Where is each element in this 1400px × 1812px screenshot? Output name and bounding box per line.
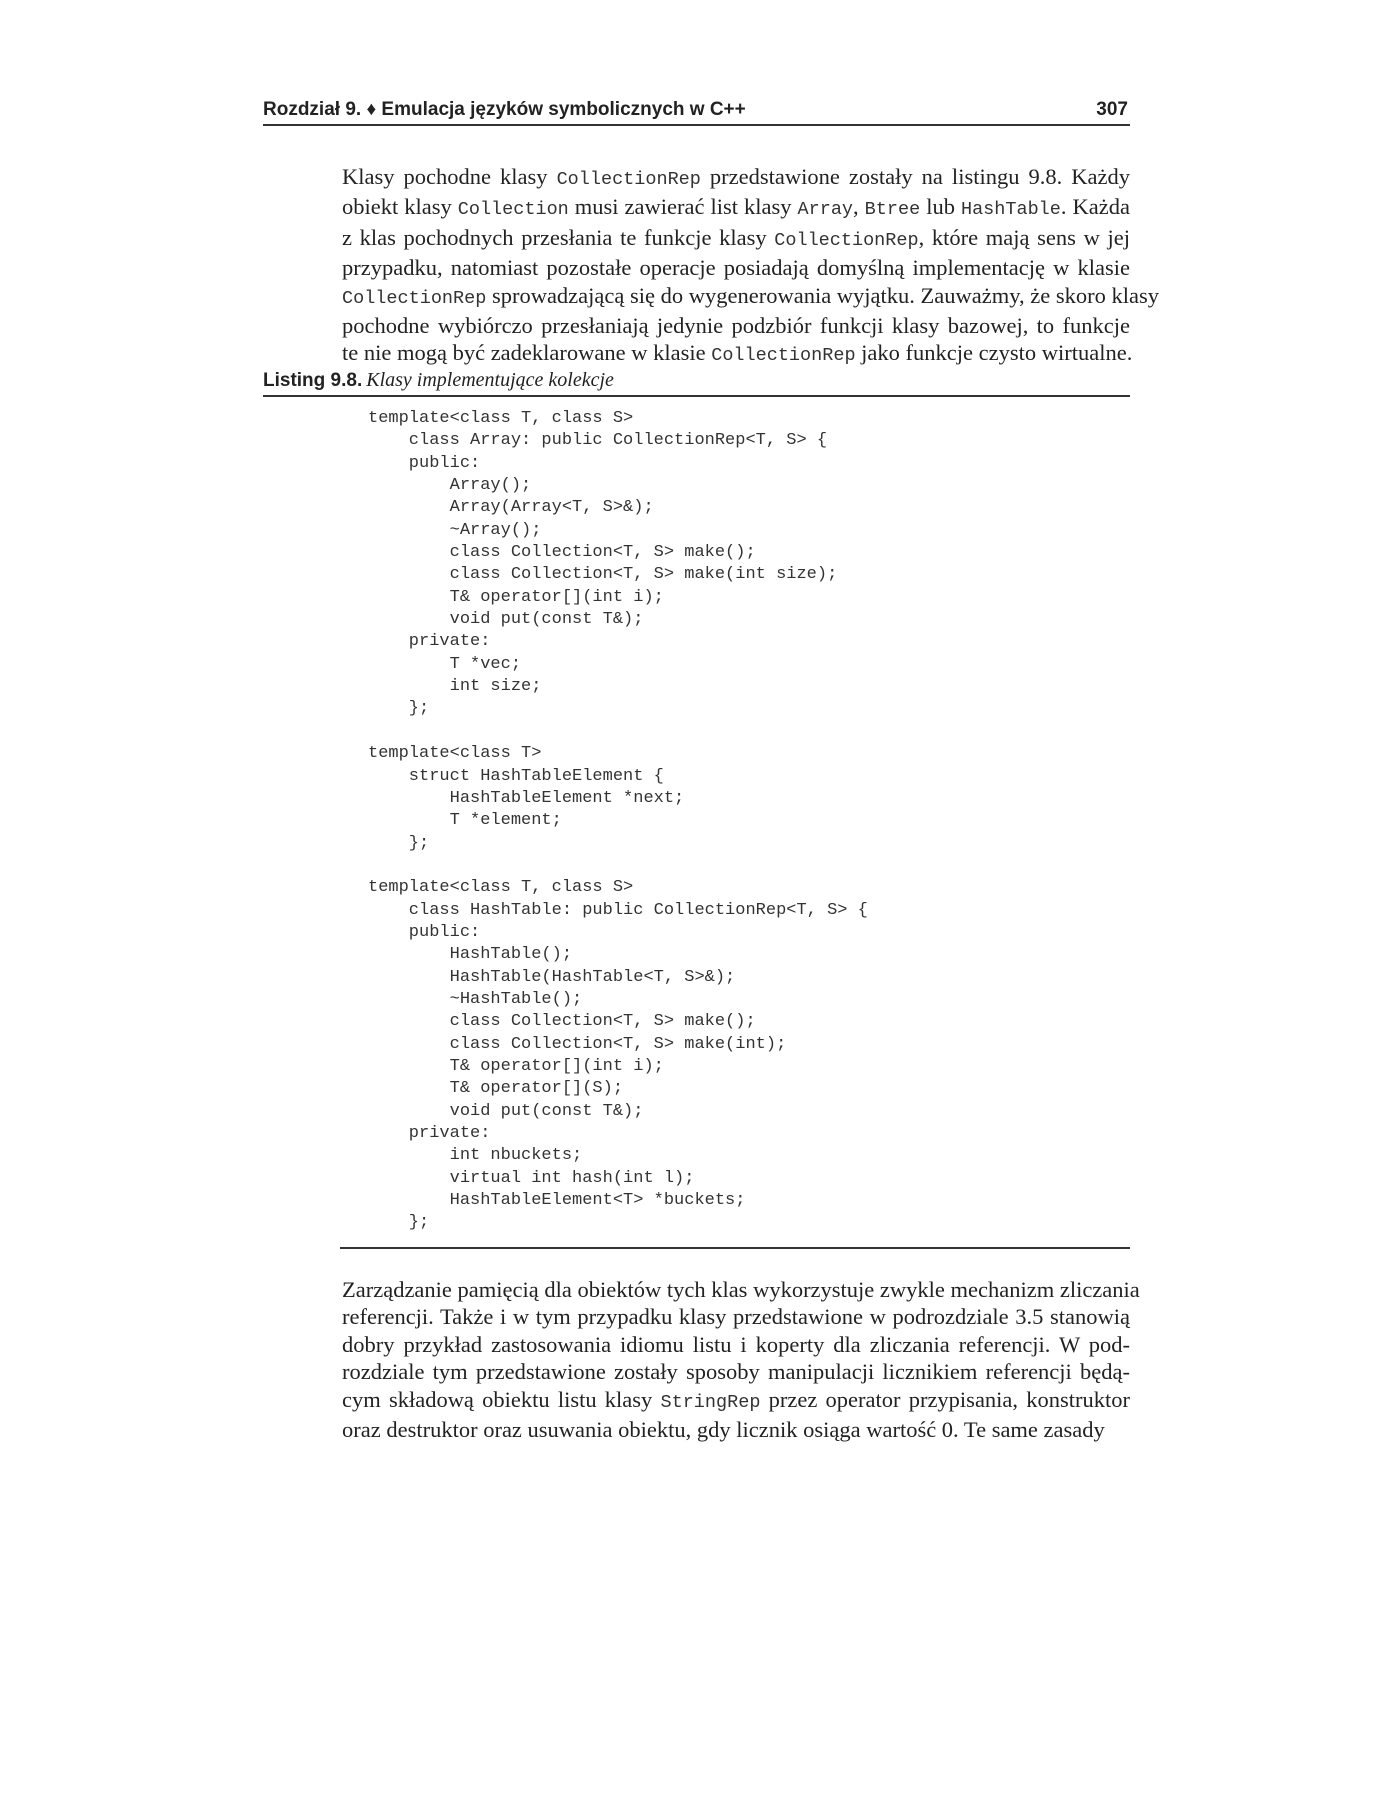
- paragraph-line: [342, 1386, 1130, 1416]
- code-line: };: [368, 833, 430, 853]
- text-run: z klas pochodnych przesłania te funkcje klasy: [342, 224, 775, 250]
- code-line: template<class T, class S>: [368, 878, 634, 898]
- listing-title: Klasy implementujące kolekcje: [366, 369, 614, 391]
- code-line: public:: [368, 922, 481, 942]
- code-line: private:: [368, 1124, 491, 1143]
- text-run: pochodne wybiórczo przesłaniają jedynie podzbiór funkcji klasy bazowej, to funkcje: [342, 313, 1130, 339]
- paragraph-line: [342, 282, 1159, 312]
- listing-label: Listing 9.8.: [263, 370, 363, 391]
- code-line: class Array: public CollectionRep<T, S> {: [368, 431, 828, 451]
- text-run: ,: [853, 194, 865, 220]
- paragraph-line: [342, 224, 1130, 254]
- paragraph-line: [342, 1331, 1130, 1358]
- inline-code: CollectionRep: [342, 287, 487, 309]
- code-line: struct HashTableElement {: [368, 766, 664, 786]
- code-line: T& operator[](int i);: [368, 587, 664, 607]
- inline-code: StringRep: [660, 1391, 761, 1413]
- text-run: te nie mogą być zadeklarowane w klasie: [342, 340, 712, 366]
- running-header: [263, 98, 1130, 126]
- code-line: class Collection<T, S> make(int);: [368, 1034, 787, 1054]
- code-line: T& operator[](S);: [368, 1079, 624, 1099]
- code-line: T *element;: [368, 811, 562, 831]
- listing-end-rule: [340, 1247, 1130, 1249]
- text-run: Klasy pochodne klasy: [342, 164, 557, 189]
- chapter-title: Rozdział 9. ♦ Emulacja języków symbolicznych w C++: [263, 99, 746, 120]
- inline-code: CollectionRep: [556, 169, 701, 190]
- code-line: T *vec;: [368, 654, 522, 674]
- paragraph-line: [342, 1358, 1130, 1385]
- text-run: dobry przykład zastosowania idiomu listu i koperty dla zliczania referencji. W pod-: [342, 1331, 1130, 1357]
- closing-paragraph: [342, 1276, 1140, 1443]
- page-number: 307: [1096, 99, 1128, 120]
- inline-code: Array: [797, 199, 854, 221]
- text-run: musi zawierać list klasy: [568, 194, 798, 220]
- text-run: cym składową obiektu listu klasy: [342, 1386, 661, 1412]
- paragraph-line: [342, 254, 1130, 281]
- code-line: HashTableElement *next;: [368, 788, 685, 808]
- paragraph-line: [342, 163, 1130, 193]
- text-run: obiekt klasy: [342, 194, 458, 220]
- text-run: jako funkcje czysto wirtualne.: [855, 340, 1133, 366]
- inline-code: CollectionRep: [774, 229, 919, 251]
- code-line: template<class T>: [368, 744, 542, 764]
- inline-code: HashTable: [960, 199, 1061, 221]
- text-run: przypadku, natomiast pozostałe operacje posiadają domyślną implementację w klasie: [342, 255, 1130, 281]
- code-line: };: [368, 1213, 430, 1233]
- intro-paragraph: [342, 163, 1159, 370]
- text-run: , które mają sens w jej: [918, 224, 1130, 250]
- code-line: void put(const T&);: [368, 610, 644, 630]
- code-line: template<class T, class S>: [368, 409, 634, 428]
- code-line: class HashTable: public CollectionRep<T, S> {: [368, 900, 868, 920]
- paragraph-line: [342, 1303, 1130, 1330]
- code-listing: [368, 408, 868, 1235]
- code-line: private:: [368, 632, 491, 652]
- code-line: Array();: [368, 476, 532, 496]
- inline-code: CollectionRep: [711, 345, 856, 367]
- text-run: przedstawione zostały na listingu 9.8. Każdy: [700, 164, 1130, 189]
- code-line: class Collection<T, S> make(int size);: [368, 565, 838, 585]
- text-run: . Każda: [1060, 194, 1130, 220]
- code-line: };: [368, 699, 430, 719]
- text-run: referencji. Także i w tym przypadku klasy przedstawione w podrozdziale 3.5 stanowią: [342, 1304, 1130, 1330]
- code-line: ~Array();: [368, 520, 542, 540]
- code-line: HashTable();: [368, 945, 573, 965]
- inline-code: Btree: [864, 199, 921, 221]
- paragraph-line: [342, 193, 1130, 223]
- code-line: int size;: [368, 677, 542, 697]
- text-run: Zarządzanie pamięcią dla obiektów tych klas wykorzystuje zwykle mechanizm zliczania: [342, 1277, 1140, 1302]
- text-run: lub: [920, 194, 961, 220]
- code-line: HashTableElement<T> *buckets;: [368, 1191, 746, 1211]
- text-run: rozdziale tym przedstawione zostały sposoby manipulacji licznikiem referencji będą-: [342, 1359, 1130, 1385]
- text-run: przez operator przypisania, konstruktor: [760, 1386, 1130, 1412]
- code-line: class Collection<T, S> make();: [368, 1012, 756, 1032]
- code-line: [368, 721, 868, 743]
- text-run: oraz destruktor oraz usuwania obiektu, gdy licznik osiąga wartość 0. Te same zasady: [342, 1417, 1105, 1443]
- code-line: int nbuckets;: [368, 1146, 583, 1166]
- listing-caption: [263, 368, 1130, 397]
- text-run: sprowadzającą się do wygenerowania wyjątku. Zauważmy, że skoro klasy: [486, 282, 1159, 308]
- code-line: HashTable(HashTable<T, S>&);: [368, 967, 736, 987]
- paragraph-line: [342, 1276, 1140, 1303]
- code-line: Array(Array<T, S>&);: [368, 498, 654, 518]
- code-line: public:: [368, 453, 481, 473]
- code-line: T& operator[](int i);: [368, 1056, 664, 1076]
- code-line: [368, 855, 868, 877]
- code-line: class Collection<T, S> make();: [368, 543, 756, 563]
- paragraph-line: [342, 339, 1133, 369]
- inline-code: Collection: [457, 199, 569, 221]
- code-line: virtual int hash(int l);: [368, 1168, 695, 1188]
- code-line: ~HashTable();: [368, 989, 583, 1009]
- code-line: void put(const T&);: [368, 1101, 644, 1121]
- paragraph-line: [342, 1416, 1130, 1443]
- paragraph-line: [342, 312, 1130, 339]
